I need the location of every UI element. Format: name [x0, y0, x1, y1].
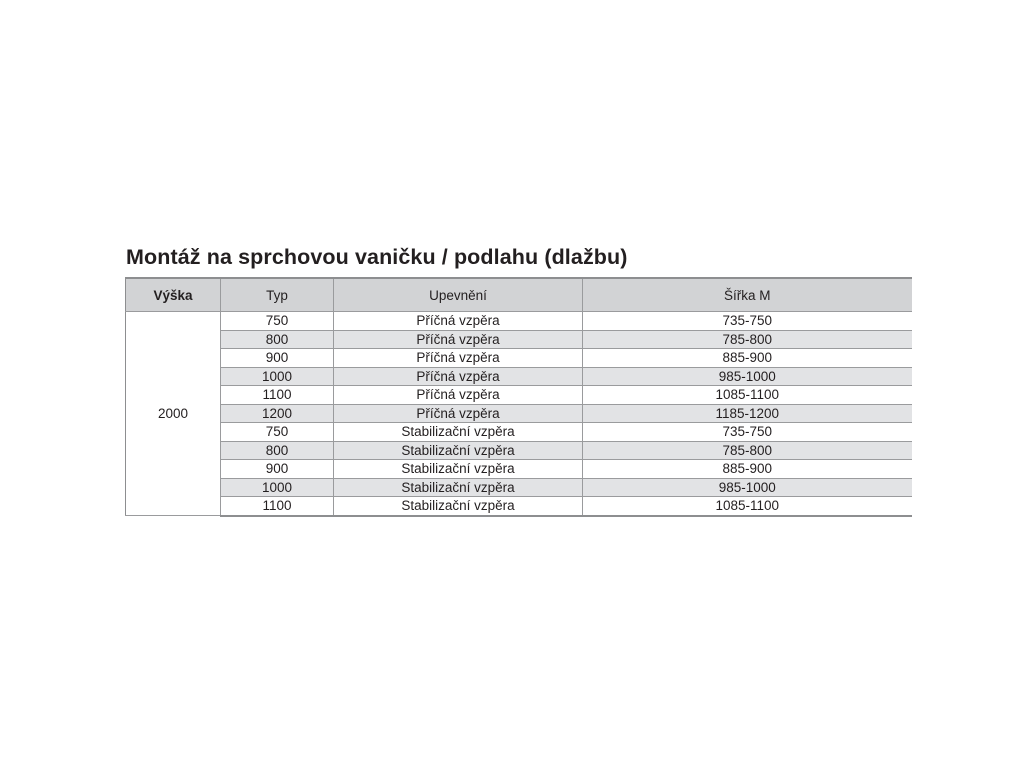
page-title: Montáž na sprchovou vaničku / podlahu (dlažbu) — [126, 245, 628, 269]
width-cell: 1085-1100 — [583, 497, 912, 516]
type-cell: 750 — [221, 423, 334, 442]
width-cell: 735-750 — [583, 312, 912, 331]
table-body — [126, 312, 912, 516]
column-header-width: Šířka M — [583, 278, 912, 312]
table-row — [126, 497, 912, 516]
table-row — [126, 460, 912, 479]
table-row — [126, 441, 912, 460]
table-row — [126, 312, 912, 331]
width-cell: 785-800 — [583, 441, 912, 460]
width-cell: 1185-1200 — [583, 404, 912, 423]
mounting-cell: Příčná vzpěra — [334, 367, 583, 386]
mounting-cell: Stabilizační vzpěra — [334, 423, 583, 442]
width-cell: 885-900 — [583, 349, 912, 368]
mounting-cell: Stabilizační vzpěra — [334, 460, 583, 479]
width-cell: 785-800 — [583, 330, 912, 349]
type-cell: 1100 — [221, 497, 334, 516]
mounting-cell: Stabilizační vzpěra — [334, 478, 583, 497]
table-row — [126, 330, 912, 349]
type-cell: 800 — [221, 330, 334, 349]
type-cell: 800 — [221, 441, 334, 460]
width-cell: 1085-1100 — [583, 386, 912, 405]
type-cell: 900 — [221, 460, 334, 479]
width-cell: 985-1000 — [583, 478, 912, 497]
mounting-cell: Příčná vzpěra — [334, 349, 583, 368]
mounting-cell: Příčná vzpěra — [334, 386, 583, 405]
column-header-mounting: Upevnění — [334, 278, 583, 312]
height-value-cell: 2000 — [126, 312, 221, 516]
type-cell: 1000 — [221, 478, 334, 497]
table-header-row — [126, 278, 912, 312]
type-cell: 1200 — [221, 404, 334, 423]
table-row — [126, 367, 912, 386]
mounting-cell: Stabilizační vzpěra — [334, 441, 583, 460]
column-header-height: Výška — [126, 278, 221, 312]
mounting-cell: Stabilizační vzpěra — [334, 497, 583, 516]
table-row — [126, 423, 912, 442]
width-cell: 985-1000 — [583, 367, 912, 386]
table-row — [126, 349, 912, 368]
type-cell: 1100 — [221, 386, 334, 405]
dimensions-table — [125, 277, 912, 517]
column-header-type: Typ — [221, 278, 334, 312]
mounting-cell: Příčná vzpěra — [334, 312, 583, 331]
width-cell: 735-750 — [583, 423, 912, 442]
type-cell: 750 — [221, 312, 334, 331]
table-row — [126, 478, 912, 497]
type-cell: 900 — [221, 349, 334, 368]
table-row — [126, 404, 912, 423]
mounting-cell: Příčná vzpěra — [334, 330, 583, 349]
type-cell: 1000 — [221, 367, 334, 386]
width-cell: 885-900 — [583, 460, 912, 479]
mounting-cell: Příčná vzpěra — [334, 404, 583, 423]
table-row — [126, 386, 912, 405]
